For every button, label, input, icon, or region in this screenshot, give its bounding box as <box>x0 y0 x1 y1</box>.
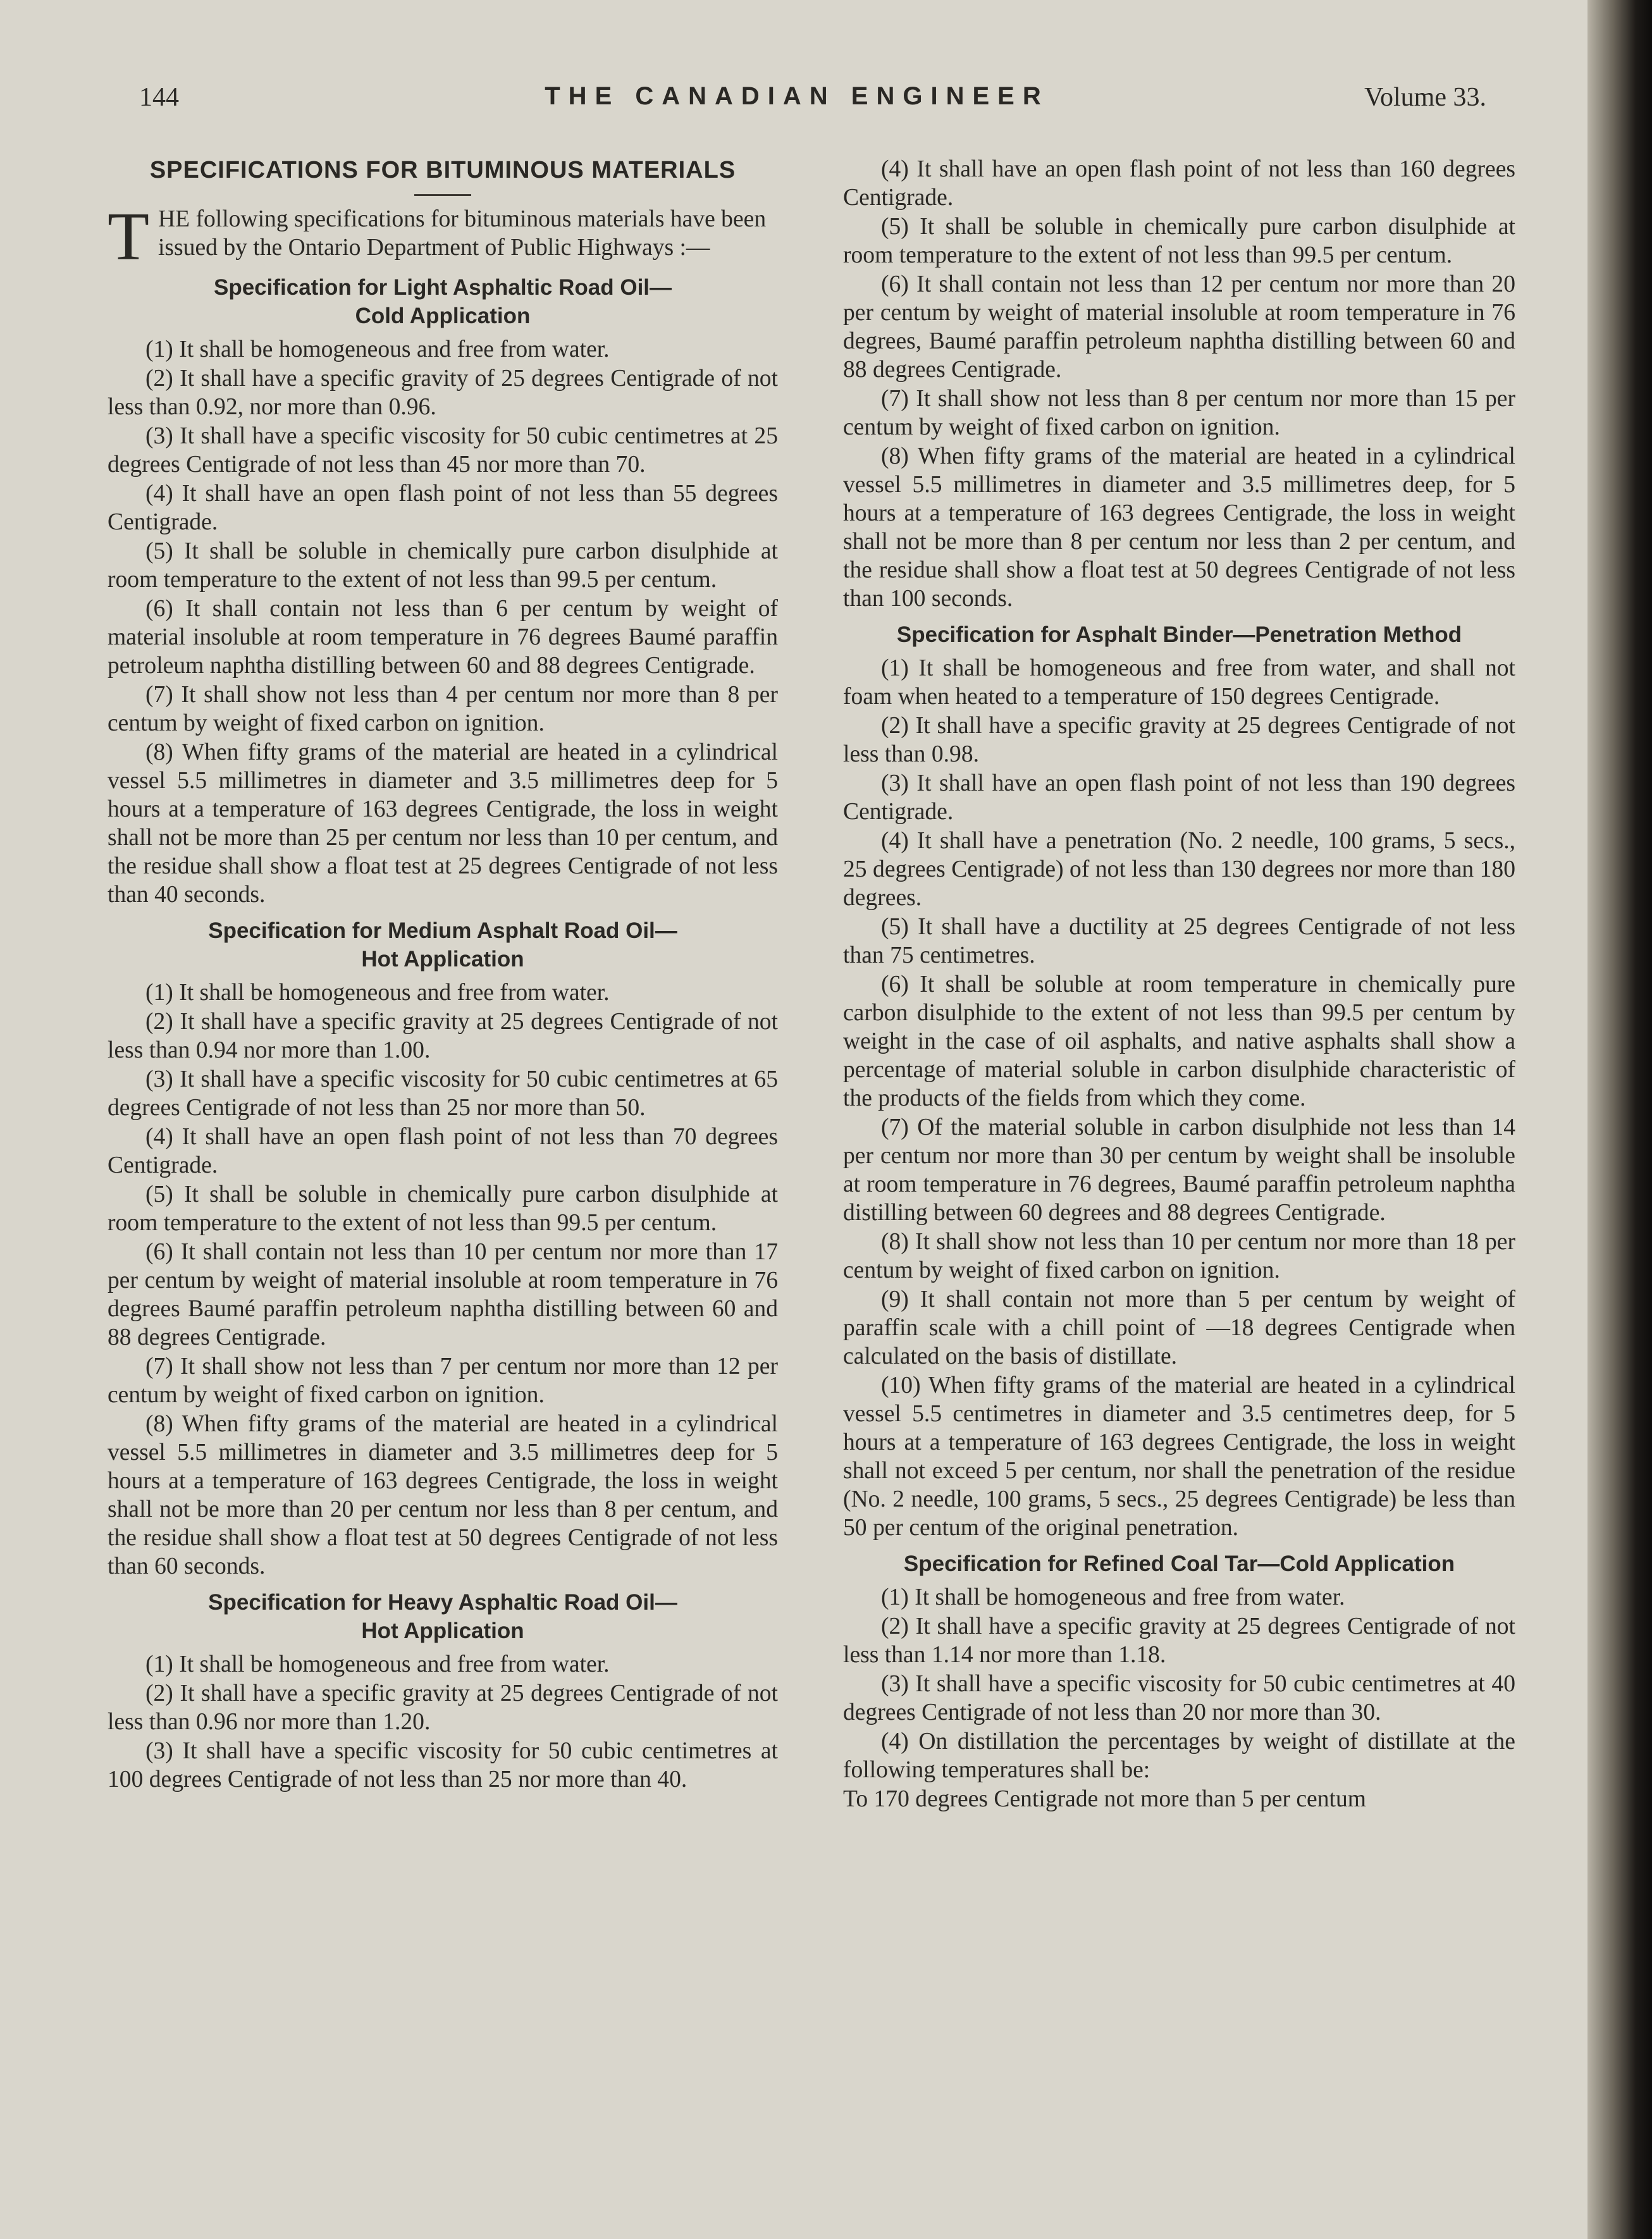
spec-item: (3) It shall have a specific viscosity for 50 cubic centimetres at 40 degrees Centigrade of not less than 20 nor more than 30. <box>843 1671 1515 1725</box>
spec-item: (9) It shall contain not more than 5 per centum by weight of paraffin scale with a chill point of —18 degrees Centigrade when calculated on the basis of distillate. <box>843 1286 1515 1369</box>
distillation-line: To 170 degrees Centigrade not more than 5 per centum <box>843 1786 1366 1812</box>
spec-item: (6) It shall be soluble at room temperature in chemically pure carbon disulphide to the extent of not less than 99.5 per centum by weight in the case of oil asphalts, and native asphalts shall show a percentage of material soluble in carbon disulphide characteristic of the products of the fields from which they come. <box>843 971 1515 1111</box>
left-column <box>108 155 778 1794</box>
spec-item: (2) It shall have a specific gravity at 25 degrees Centigrade of not less than 0.96 nor more than 1.20. <box>108 1681 778 1735</box>
spec-item: (4) On distillation the percentages by weight of distillate at the following temperatures shall be: <box>843 1729 1515 1783</box>
right-column <box>843 155 1515 1813</box>
article-title: SPECIFICATIONS FOR BITUMINOUS MATERIALS <box>149 157 736 183</box>
spec-item: (7) It shall show not less than 4 per centum nor more than 8 per centum by weight of fixed carbon on ignition. <box>108 682 778 736</box>
spec-item: (5) It shall be soluble in chemically pure carbon disulphide at room temperature to the extent of not less than 99.5 per centum. <box>108 1181 778 1236</box>
spec-item: (8) When fifty grams of the material are heated in a cylindrical vessel 5.5 millimetres in diameter and 3.5 millimetres deep for 5 hours at a temperature of 163 degrees Centigrade, the loss in weight shall not be more than 25 per centum nor less than 10 per centum, and the residue shall show a float test at 25 degrees Centigrade of not less than 40 seconds. <box>108 739 778 908</box>
spec-item: (4) It shall have an open flash point of not less than 160 degrees Centigrade. <box>843 156 1515 211</box>
section-heading: Specification for Refined Coal Tar—Cold Application <box>903 1551 1455 1576</box>
section-heading: Specification for Asphalt Binder—Penetration Method <box>896 622 1462 647</box>
section-heading: Specification for Light Asphaltic Road Oil— Cold Application <box>213 275 672 328</box>
title-rule <box>414 194 471 196</box>
spec-item: (8) It shall show not less than 10 per centum nor more than 18 per centum by weight of fixed carbon on ignition. <box>843 1229 1515 1283</box>
spec-item: (8) When fifty grams of the material are heated in a cylindrical vessel 5.5 millimetres in diameter and 3.5 millimetres deep for 5 hours at a temperature of 163 degrees Centigrade, the loss in weight shall not be more than 20 per centum nor less than 8 per centum, and the residue shall show a float test at 50 degrees Centigrade of not less than 60 seconds. <box>108 1411 778 1579</box>
spec-item: (2) It shall have a specific gravity at 25 degrees Centigrade of not less than 1.14 nor more than 1.18. <box>843 1613 1515 1668</box>
intro-text: HE following specifications for bituminous materials have been issued by the Ontario Department of Public Highways :— <box>157 206 767 261</box>
page-number: 144 <box>139 83 179 112</box>
spec-item: (1) It shall be homogeneous and free from water. <box>145 980 610 1006</box>
spec-item: (4) It shall have an open flash point of not less than 55 degrees Centigrade. <box>108 481 778 535</box>
spec-item: (3) It shall have a specific viscosity for 50 cubic centimetres at 25 degrees Centigrade of not less than 45 nor more than 70. <box>108 423 778 478</box>
spec-item: (3) It shall have a specific viscosity for 50 cubic centimetres at 65 degrees Centigrade of not less than 25 nor more than 50. <box>108 1066 778 1121</box>
spec-item: (5) It shall be soluble in chemically pure carbon disulphide at room temperature to the extent of not less than 99.5 per centum. <box>108 538 778 593</box>
spec-item: (1) It shall be homogeneous and free from water, and shall not foam when heated to a temperature of 150 degrees Centigrade. <box>843 655 1515 710</box>
spec-item: (6) It shall contain not less than 10 per centum nor more than 17 per centum by weight of material insoluble at room temperature in 76 degrees Baumé paraffin petroleum naphtha distilling between 60 and 88 degrees Centigrade. <box>108 1239 778 1350</box>
spec-item: (4) It shall have a penetration (No. 2 needle, 100 grams, 5 secs., 25 degrees Centigrade) of not less than 130 degrees nor more than 180 degrees. <box>843 828 1515 911</box>
spec-item: (10) When fifty grams of the material are heated in a cylindrical vessel 5.5 centimetres in diameter and 3.5 centimetres deep, for 5 hours at a temperature of 163 degrees Centigrade, the loss in weight shall not exceed 5 per centum, nor shall the penetration of the residue (No. 2 needle, 100 grams, 5 secs., 25 degrees Centigrade) be less than 50 per centum of the original penetration. <box>843 1372 1515 1541</box>
drop-cap: T <box>108 205 149 266</box>
spec-item: (6) It shall contain not less than 12 per centum nor more than 20 per centum by weight of material insoluble at room temperature in 76 degrees, Baumé paraffin petroleum naphtha distilling between 60 and 88 degrees Centigrade. <box>843 271 1515 383</box>
intro-paragraph <box>108 205 778 266</box>
section-heading: Specification for Heavy Asphaltic Road Oil— Hot Application <box>208 1590 677 1643</box>
spec-item: (5) It shall be soluble in chemically pure carbon disulphide at room temperature to the extent of not less than 99.5 per centum. <box>843 214 1515 268</box>
spec-item: (1) It shall be homogeneous and free from water. <box>145 336 610 362</box>
masthead: THE CANADIAN ENGINEER <box>545 82 1049 110</box>
page-header <box>108 82 1486 120</box>
spec-item: (6) It shall contain not less than 6 per centum by weight of material insoluble at room temperature in 76 degrees Baumé paraffin petroleum naphtha distilling between 60 and 88 degrees Centigrade. <box>108 596 778 679</box>
spec-item: (7) Of the material soluble in carbon disulphide not less than 14 per centum nor more than 30 per centum by weight shall be insoluble at room temperature in 76 degrees, Baumé paraffin petroleum naphtha distilling between 60 degrees and 88 degrees Centigrade. <box>843 1114 1515 1226</box>
binding-gutter <box>1587 0 1652 2239</box>
spec-item: (1) It shall be homogeneous and free from water. <box>881 1584 1345 1610</box>
spec-item: (4) It shall have an open flash point of not less than 70 degrees Centigrade. <box>108 1124 778 1178</box>
section-heading: Specification for Medium Asphalt Road Oil— Hot Application <box>208 918 677 971</box>
spec-item: (8) When fifty grams of the material are heated in a cylindrical vessel 5.5 millimetres in diameter and 3.5 millimetres deep, for 5 hours at a temperature of 163 degrees Centigrade, the loss in weight shall not be more than 8 per centum nor less than 2 per centum, and the residue shall show a float test at 50 degrees Centigrade of not less than 100 seconds. <box>843 443 1515 612</box>
spec-item: (1) It shall be homogeneous and free from water. <box>145 1651 610 1677</box>
spec-item: (3) It shall have an open flash point of not less than 190 degrees Centigrade. <box>843 770 1515 825</box>
spec-item: (3) It shall have a specific viscosity for 50 cubic centimetres at 100 degrees Centigrade of not less than 25 nor more than 40. <box>108 1738 778 1792</box>
spec-item: (2) It shall have a specific gravity at 25 degrees Centigrade of not less than 0.98. <box>843 713 1515 767</box>
spec-item: (2) It shall have a specific gravity of 25 degrees Centigrade of not less than 0.92, nor more than 0.96. <box>108 366 778 420</box>
spec-item: (5) It shall have a ductility at 25 degrees Centigrade of not less than 75 centimetres. <box>843 914 1515 968</box>
spec-item: (2) It shall have a specific gravity at 25 degrees Centigrade of not less than 0.94 nor more than 1.00. <box>108 1009 778 1063</box>
volume-label: Volume 33. <box>1364 83 1486 112</box>
spec-item: (7) It shall show not less than 7 per centum nor more than 12 per centum by weight of fixed carbon on ignition. <box>108 1354 778 1408</box>
spec-item: (7) It shall show not less than 8 per centum nor more than 15 per centum by weight of fixed carbon on ignition. <box>843 386 1515 440</box>
